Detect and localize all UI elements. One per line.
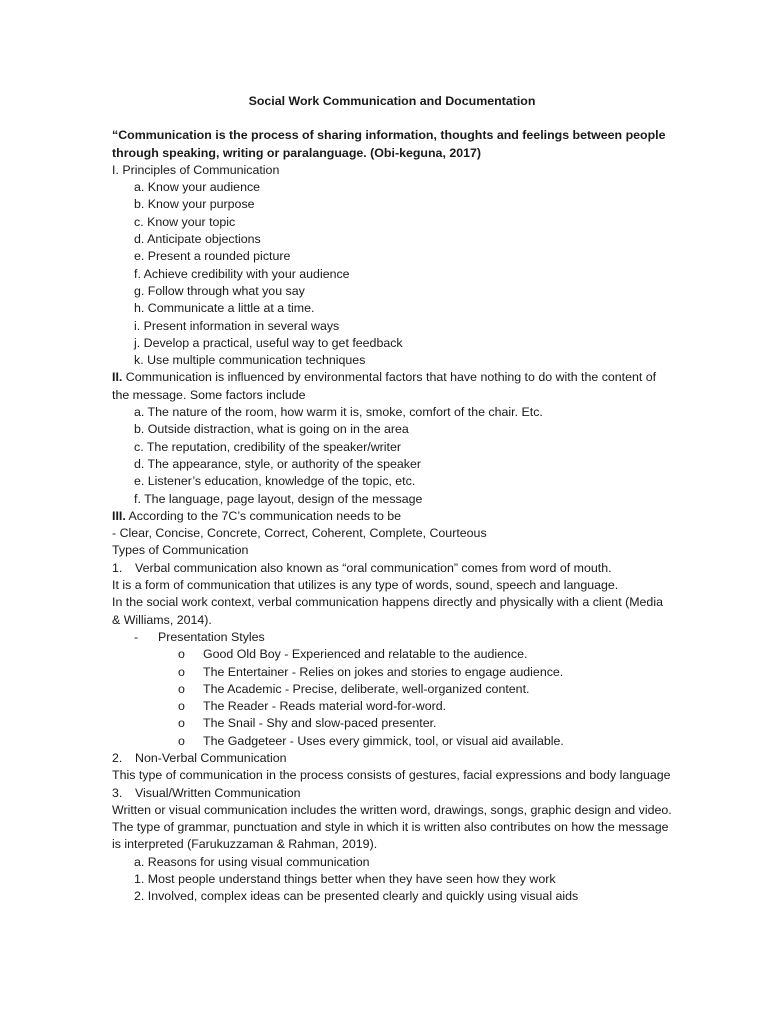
section-1-heading: I. Principles of Communication bbox=[112, 162, 280, 177]
type-2-text: This type of communication in the process consists of gestures, facial expressions and body language bbox=[112, 768, 671, 783]
list-item bbox=[112, 698, 672, 715]
circle-bullet: o bbox=[178, 699, 185, 714]
type-2-heading bbox=[112, 750, 672, 767]
list-item: g. Follow through what you say bbox=[134, 283, 305, 298]
list-item: b. Outside distraction, what is going on in the area bbox=[134, 422, 409, 437]
type-2-number: 2. bbox=[112, 750, 123, 765]
section-3-text: According to the 7C’s communication needs to be bbox=[125, 508, 402, 523]
types-heading: Types of Communication bbox=[112, 543, 249, 558]
list-item: a. Reasons for using visual communication bbox=[134, 854, 370, 869]
list-item: h. Communicate a little at a time. bbox=[134, 301, 315, 316]
list-item bbox=[112, 664, 672, 681]
list-item: 2. Involved, complex ideas can be presented clearly and quickly using visual aids bbox=[134, 889, 579, 904]
list-item: d. Anticipate objections bbox=[134, 232, 261, 247]
dash-bullet: - bbox=[134, 629, 139, 644]
list-item: e. Present a rounded picture bbox=[134, 249, 291, 264]
list-item: a. The nature of the room, how warm it is, smoke, comfort of the chair. Etc. bbox=[134, 405, 543, 420]
list-item bbox=[112, 646, 672, 663]
style-text: The Reader - Reads material word-for-word. bbox=[203, 699, 447, 714]
presentation-styles-label: Presentation Styles bbox=[158, 629, 265, 644]
factors-list bbox=[112, 404, 672, 508]
circle-bullet: o bbox=[178, 733, 185, 748]
list-item: b. Know your purpose bbox=[134, 197, 255, 212]
list-item: k. Use multiple communication techniques bbox=[134, 353, 366, 368]
circle-bullet: o bbox=[178, 681, 185, 696]
section-2-marker: II. bbox=[112, 370, 123, 385]
style-text: Good Old Boy - Experienced and relatable to the audience. bbox=[203, 647, 528, 662]
type-1-number: 1. bbox=[112, 560, 123, 575]
type-3-number: 3. bbox=[112, 785, 123, 800]
type-3-text: Written or visual communication includes the written word, drawings, songs, graphic design and video. The type of grammar, punctuation and style in which it is written also contributes on how the message is interpreted (Farukuzzaman & Rahman, 2019). bbox=[112, 802, 672, 852]
list-item: f. Achieve credibility with your audience bbox=[134, 266, 350, 281]
list-item: i. Present information in several ways bbox=[134, 318, 340, 333]
list-item: c. The reputation, credibility of the speaker/writer bbox=[134, 439, 401, 454]
circle-bullet: o bbox=[178, 647, 185, 662]
type-3-label: Visual/Written Communication bbox=[135, 785, 301, 800]
list-item: f. The language, page layout, design of the message bbox=[134, 491, 423, 506]
type-1-line-2: It is a form of communication that utilizes is any type of words, sound, speech and language. bbox=[112, 578, 619, 593]
list-item: c. Know your topic bbox=[134, 214, 236, 229]
list-item: d. The appearance, style, or authority of the speaker bbox=[134, 456, 421, 471]
list-item: e. Listener’s education, knowledge of the topic, etc. bbox=[134, 474, 416, 489]
presentation-styles-heading bbox=[112, 629, 672, 646]
list-item bbox=[112, 715, 672, 732]
circle-bullet: o bbox=[178, 664, 185, 679]
type-2-label: Non-Verbal Communication bbox=[135, 750, 287, 765]
list-item bbox=[112, 733, 672, 750]
circle-bullet: o bbox=[178, 716, 185, 731]
definition-quote: “Communication is the process of sharing information, thoughts and feelings between people through speaking, writing or paralanguage. (Obi-keguna, 2017) bbox=[112, 128, 666, 160]
list-item bbox=[112, 681, 672, 698]
section-2-text: Communication is influenced by environmental factors that have nothing to do with the content of the message. Some factors include bbox=[112, 370, 657, 402]
style-text: The Academic - Precise, deliberate, well-organized content. bbox=[203, 681, 530, 696]
presentation-styles-list bbox=[112, 646, 672, 750]
type-1-label: Verbal communication also known as “oral communication” comes from word of mouth. bbox=[135, 560, 612, 575]
list-item: 1. Most people understand things better when they have seen how they work bbox=[134, 872, 556, 887]
style-text: The Entertainer - Relies on jokes and stories to engage audience. bbox=[203, 664, 564, 679]
type-1-heading bbox=[112, 560, 672, 577]
seven-cs-list: - Clear, Concise, Concrete, Correct, Coherent, Complete, Courteous bbox=[112, 526, 487, 541]
style-text: The Gadgeteer - Uses every gimmick, tool, or visual aid available. bbox=[203, 733, 564, 748]
visual-reasons-list bbox=[112, 854, 672, 906]
document-body bbox=[112, 93, 672, 906]
section-3-paragraph bbox=[112, 508, 672, 525]
section-3-marker: III. bbox=[112, 508, 126, 523]
document-title: Social Work Communication and Documentation bbox=[248, 94, 536, 108]
type-1-line-3: In the social work context, verbal communication happens directly and physically with a client (Media & Williams, 2014). bbox=[112, 595, 663, 627]
list-item: a. Know your audience bbox=[134, 180, 261, 195]
style-text: The Snail - Shy and slow-paced presenter. bbox=[203, 716, 437, 731]
type-3-heading bbox=[112, 785, 672, 802]
section-2-paragraph bbox=[112, 369, 672, 404]
list-item: j. Develop a practical, useful way to get feedback bbox=[134, 335, 403, 350]
principles-list bbox=[112, 179, 672, 369]
